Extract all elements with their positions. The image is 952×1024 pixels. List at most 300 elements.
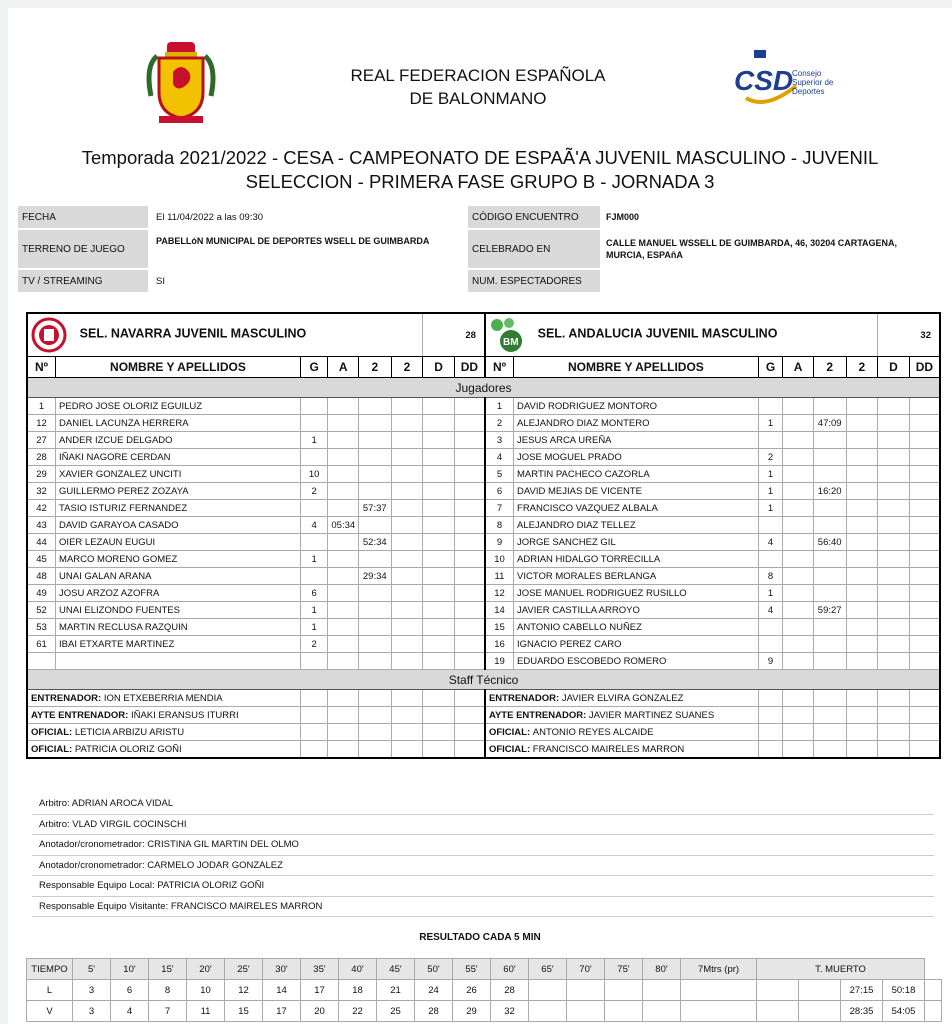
away-staff-mark bbox=[758, 690, 782, 707]
away-player-suspension: 56:40 bbox=[813, 534, 846, 551]
staff-rows bbox=[27, 690, 940, 759]
home-staff-mark bbox=[358, 741, 391, 759]
away-staff-mark bbox=[878, 707, 910, 724]
home-col-dd: DD bbox=[454, 357, 485, 378]
away-col-dd: DD bbox=[909, 357, 940, 378]
away-player-suspension-2 bbox=[846, 636, 878, 653]
home-staff-mark bbox=[423, 707, 455, 724]
home-staff-mark bbox=[358, 707, 391, 724]
home-player-name: UNAI GALAN ARANA bbox=[56, 568, 301, 585]
away-player-warning bbox=[783, 483, 814, 500]
staff-section-row bbox=[27, 670, 940, 690]
results-score-cell bbox=[529, 980, 567, 1001]
results-header-cell: 55' bbox=[453, 959, 491, 980]
terreno-value: PABELLóN MUNICIPAL DE DEPORTES WSELL DE GUIMBARDA bbox=[156, 236, 430, 246]
csd-sub-2: Superior de bbox=[792, 78, 834, 87]
away-player-number: 11 bbox=[485, 568, 514, 585]
home-player-disq bbox=[423, 398, 455, 415]
home-player-disq bbox=[423, 517, 455, 534]
away-staff-mark bbox=[909, 707, 940, 724]
home-player-name: GUILLERMO PEREZ ZOZAYA bbox=[56, 483, 301, 500]
away-player-warning bbox=[783, 585, 814, 602]
away-staff-mark bbox=[783, 707, 814, 724]
home-staff-mark bbox=[391, 724, 423, 741]
away-player-goals: 4 bbox=[758, 602, 782, 619]
home-player-number: 61 bbox=[27, 636, 56, 653]
home-player-suspension bbox=[358, 483, 391, 500]
away-staff-role: AYTE ENTRENADOR: bbox=[488, 709, 589, 721]
home-player-number: 42 bbox=[27, 500, 56, 517]
away-player-suspension bbox=[813, 585, 846, 602]
away-player-name: ANTONIO CABELLO NUÑEZ bbox=[514, 619, 759, 636]
results-header-cell: TIEMPO bbox=[27, 959, 73, 980]
home-staff-mark bbox=[423, 690, 455, 707]
official-line: Arbitro: ADRIAN AROCA VIDAL bbox=[32, 794, 934, 815]
results-score-cell: 20 bbox=[301, 1001, 339, 1022]
home-player-suspension-2 bbox=[391, 449, 423, 466]
results-score-cell bbox=[605, 980, 643, 1001]
home-col-no: Nº bbox=[27, 357, 56, 378]
home-staff-mark bbox=[423, 741, 455, 759]
home-player-name: MARCO MORENO GOMEZ bbox=[56, 551, 301, 568]
results-score-cell: 17 bbox=[263, 1001, 301, 1022]
home-staff-role: OFICIAL: bbox=[31, 726, 75, 738]
home-col-g: G bbox=[300, 357, 328, 378]
home-player-warning bbox=[328, 534, 359, 551]
competition-title bbox=[28, 146, 932, 194]
home-player-suspension bbox=[358, 602, 391, 619]
home-player-name bbox=[56, 653, 301, 670]
home-staff-name: IÑAKI ERANSUS ITURRI bbox=[130, 709, 239, 721]
away-col-d: D bbox=[878, 357, 910, 378]
home-player-disq-report bbox=[454, 619, 485, 636]
results-header-cell: 35' bbox=[301, 959, 339, 980]
home-player-goals: 1 bbox=[300, 602, 328, 619]
results-title: RESULTADO CADA 5 MIN bbox=[419, 932, 541, 943]
away-player-goals: 9 bbox=[758, 653, 782, 670]
away-player-number: 9 bbox=[485, 534, 514, 551]
results-timeout-cell: 28:35 bbox=[841, 1001, 883, 1022]
espectadores-label: NUM. ESPECTADORES bbox=[468, 270, 600, 292]
away-player-suspension bbox=[813, 517, 846, 534]
away-player-suspension bbox=[813, 568, 846, 585]
results-score-cell bbox=[681, 980, 757, 1001]
official-line: Anotador/cronometrador: CRISTINA GIL MARTIN DEL OLMO bbox=[32, 835, 934, 856]
home-player-suspension-2 bbox=[391, 636, 423, 653]
home-staff-name: ION ETXEBERRIA MENDIA bbox=[103, 692, 223, 704]
away-player-disq-report bbox=[909, 415, 940, 432]
home-col-d: D bbox=[423, 357, 455, 378]
away-player-number: 4 bbox=[485, 449, 514, 466]
away-player-warning bbox=[783, 551, 814, 568]
results-header-cell: 70' bbox=[567, 959, 605, 980]
away-staff-mark bbox=[878, 690, 910, 707]
results-table bbox=[26, 958, 942, 1022]
away-staff-mark bbox=[783, 690, 814, 707]
away-player-suspension-2 bbox=[846, 619, 878, 636]
away-player-warning bbox=[783, 517, 814, 534]
results-timeout-cell: 27:15 bbox=[841, 980, 883, 1001]
results-header-cell: 80' bbox=[643, 959, 681, 980]
away-player-warning bbox=[783, 534, 814, 551]
away-player-name: DAVID RODRIGUEZ MONTORO bbox=[514, 398, 759, 415]
away-player-disq-report bbox=[909, 500, 940, 517]
home-player-suspension bbox=[358, 636, 391, 653]
home-staff-role: ENTRENADOR: bbox=[31, 692, 104, 704]
player-row bbox=[27, 415, 940, 432]
away-player-suspension: 16:20 bbox=[813, 483, 846, 500]
home-player-suspension bbox=[358, 619, 391, 636]
home-player-disq-report bbox=[454, 432, 485, 449]
home-player-disq-report bbox=[454, 636, 485, 653]
results-score-cell: 22 bbox=[339, 1001, 377, 1022]
away-team-cell bbox=[485, 313, 878, 357]
away-player-name: JESUS ARCA UREÑA bbox=[514, 432, 759, 449]
results-score-cell: 7 bbox=[149, 1001, 187, 1022]
home-player-suspension-2 bbox=[391, 483, 423, 500]
player-row bbox=[27, 466, 940, 483]
home-staff-cell bbox=[27, 741, 300, 759]
away-col-2a: 2 bbox=[813, 357, 846, 378]
home-player-suspension bbox=[358, 449, 391, 466]
home-staff-cell bbox=[27, 690, 300, 707]
away-player-warning bbox=[783, 653, 814, 670]
home-staff-mark bbox=[358, 690, 391, 707]
player-row bbox=[27, 398, 940, 415]
away-col-name: NOMBRE Y APELLIDOS bbox=[514, 357, 759, 378]
home-player-name: JOSU ARZOZ AZOFRA bbox=[56, 585, 301, 602]
home-player-disq bbox=[423, 466, 455, 483]
home-staff-mark bbox=[328, 741, 359, 759]
home-player-suspension bbox=[358, 398, 391, 415]
home-player-suspension-2 bbox=[391, 653, 423, 670]
away-player-name: IGNACIO PEREZ CARO bbox=[514, 636, 759, 653]
home-player-warning bbox=[328, 483, 359, 500]
codigo-value: FJM000 bbox=[606, 212, 640, 222]
away-player-suspension-2 bbox=[846, 568, 878, 585]
home-player-number: 29 bbox=[27, 466, 56, 483]
away-staff-mark bbox=[813, 707, 846, 724]
results-score-cell bbox=[567, 980, 605, 1001]
home-player-goals bbox=[300, 449, 328, 466]
away-player-disq-report bbox=[909, 432, 940, 449]
away-staff-mark bbox=[909, 724, 940, 741]
results-score-cell bbox=[643, 1001, 681, 1022]
home-player-warning bbox=[328, 398, 359, 415]
home-col-name: NOMBRE Y APELLIDOS bbox=[56, 357, 301, 378]
csd-logo-text: CSD bbox=[734, 65, 794, 96]
players-section-row bbox=[27, 378, 940, 398]
home-player-disq-report bbox=[454, 449, 485, 466]
away-player-disq-report bbox=[909, 568, 940, 585]
away-staff-mark bbox=[758, 724, 782, 741]
home-player-disq bbox=[423, 449, 455, 466]
home-player-suspension bbox=[358, 653, 391, 670]
results-score-cell: 12 bbox=[225, 980, 263, 1001]
player-row bbox=[27, 432, 940, 449]
away-player-warning bbox=[783, 466, 814, 483]
home-player-number: 32 bbox=[27, 483, 56, 500]
away-player-goals bbox=[758, 619, 782, 636]
player-row bbox=[27, 619, 940, 636]
home-player-name: DAVID GARAYOA CASADO bbox=[56, 517, 301, 534]
home-player-name: ANDER IZCUE DELGADO bbox=[56, 432, 301, 449]
away-player-disq bbox=[878, 619, 910, 636]
away-player-disq-report bbox=[909, 636, 940, 653]
away-staff-mark bbox=[846, 741, 878, 759]
home-player-disq bbox=[423, 551, 455, 568]
home-player-goals bbox=[300, 415, 328, 432]
away-staff-mark bbox=[758, 707, 782, 724]
home-player-disq-report bbox=[454, 500, 485, 517]
home-staff-cell bbox=[27, 724, 300, 741]
home-player-suspension-2 bbox=[391, 568, 423, 585]
away-player-goals: 8 bbox=[758, 568, 782, 585]
results-score-cell: 32 bbox=[491, 1001, 529, 1022]
home-player-disq-report bbox=[454, 653, 485, 670]
home-player-suspension-2 bbox=[391, 398, 423, 415]
away-staff-mark bbox=[783, 724, 814, 741]
home-player-suspension-2 bbox=[391, 415, 423, 432]
away-col-a: A bbox=[783, 357, 814, 378]
results-header-cell: 60' bbox=[491, 959, 529, 980]
home-player-goals: 10 bbox=[300, 466, 328, 483]
home-player-suspension-2 bbox=[391, 534, 423, 551]
officials-list bbox=[32, 794, 934, 917]
away-player-name: ALEJANDRO DIAZ TELLEZ bbox=[514, 517, 759, 534]
away-player-number: 12 bbox=[485, 585, 514, 602]
staff-row bbox=[27, 690, 940, 707]
results-timeout-spacer bbox=[925, 980, 942, 1001]
away-player-suspension-2 bbox=[846, 500, 878, 517]
home-staff-mark bbox=[328, 724, 359, 741]
away-player-number: 19 bbox=[485, 653, 514, 670]
home-player-disq bbox=[423, 415, 455, 432]
home-player-suspension bbox=[358, 585, 391, 602]
away-player-suspension-2 bbox=[846, 653, 878, 670]
home-player-warning bbox=[328, 551, 359, 568]
results-timeout-cell: 54:05 bbox=[883, 1001, 925, 1022]
home-player-disq bbox=[423, 534, 455, 551]
away-staff-role: OFICIAL: bbox=[488, 743, 533, 755]
home-player-disq-report bbox=[454, 585, 485, 602]
staff-section-title: Staff Técnico bbox=[27, 670, 940, 690]
away-player-name: ALEJANDRO DIAZ MONTERO bbox=[514, 415, 759, 432]
home-player-goals: 6 bbox=[300, 585, 328, 602]
home-player-suspension bbox=[358, 517, 391, 534]
match-report-page bbox=[8, 8, 952, 1024]
home-player-disq-report bbox=[454, 551, 485, 568]
home-player-number bbox=[27, 653, 56, 670]
home-player-goals: 1 bbox=[300, 619, 328, 636]
player-row bbox=[27, 534, 940, 551]
home-player-goals bbox=[300, 568, 328, 585]
results-score-cell: 24 bbox=[415, 980, 453, 1001]
away-player-number: 10 bbox=[485, 551, 514, 568]
results-header-cell: 15' bbox=[149, 959, 187, 980]
away-player-name: JAVIER CASTILLA ARROYO bbox=[514, 602, 759, 619]
home-player-suspension bbox=[358, 432, 391, 449]
away-player-number: 5 bbox=[485, 466, 514, 483]
home-player-warning bbox=[328, 602, 359, 619]
home-player-disq-report bbox=[454, 517, 485, 534]
results-header-cell: 45' bbox=[377, 959, 415, 980]
results-row-label: V bbox=[27, 1001, 73, 1022]
home-team-name: SEL. NAVARRA JUVENIL MASCULINO bbox=[79, 326, 307, 341]
away-player-suspension-2 bbox=[846, 415, 878, 432]
results-score-cell: 6 bbox=[111, 980, 149, 1001]
home-staff-mark bbox=[300, 724, 328, 741]
home-player-goals: 1 bbox=[300, 432, 328, 449]
home-player-warning: 05:34 bbox=[328, 517, 359, 534]
results-score-cell: 8 bbox=[149, 980, 187, 1001]
away-player-suspension-2 bbox=[846, 398, 878, 415]
results-header-cell: T. MUERTO bbox=[757, 959, 925, 980]
away-team-name: SEL. ANDALUCIA JUVENIL MASCULINO bbox=[537, 326, 778, 341]
away-player-disq bbox=[878, 551, 910, 568]
home-player-warning bbox=[328, 585, 359, 602]
home-player-goals: 2 bbox=[300, 636, 328, 653]
home-player-suspension: 57:37 bbox=[358, 500, 391, 517]
results-timeout-spacer bbox=[799, 980, 841, 1001]
away-player-goals bbox=[758, 432, 782, 449]
results-row-label: L bbox=[27, 980, 73, 1001]
player-row bbox=[27, 551, 940, 568]
away-staff-mark bbox=[909, 690, 940, 707]
away-player-suspension bbox=[813, 500, 846, 517]
federation-title bbox=[298, 64, 658, 110]
home-player-name: OIER LEZAUN EUGUI bbox=[56, 534, 301, 551]
home-player-warning bbox=[328, 653, 359, 670]
away-player-disq bbox=[878, 432, 910, 449]
celebrado-value: CALLE MANUEL WSSELL DE GUIMBARDA, 46, 30204 CARTAGENA, MURCIA, ESPAñA bbox=[606, 238, 898, 260]
away-player-number: 2 bbox=[485, 415, 514, 432]
home-staff-mark bbox=[454, 707, 485, 724]
home-staff-mark bbox=[328, 707, 359, 724]
home-player-disq bbox=[423, 636, 455, 653]
results-timeout-spacer bbox=[925, 1001, 942, 1022]
home-player-name: MARTIN RECLUSA RAZQUIN bbox=[56, 619, 301, 636]
away-staff-role: OFICIAL: bbox=[488, 726, 533, 738]
home-team-crest-icon bbox=[31, 317, 67, 353]
home-staff-role: OFICIAL: bbox=[31, 743, 75, 755]
away-staff-mark bbox=[846, 707, 878, 724]
away-player-goals bbox=[758, 551, 782, 568]
home-staff-mark bbox=[328, 690, 359, 707]
away-staff-mark bbox=[813, 724, 846, 741]
results-header-cell: 25' bbox=[225, 959, 263, 980]
away-player-number: 7 bbox=[485, 500, 514, 517]
home-player-disq bbox=[423, 500, 455, 517]
away-player-suspension bbox=[813, 619, 846, 636]
away-player-name: FRANCISCO VAZQUEZ ALBALA bbox=[514, 500, 759, 517]
results-score-cell: 21 bbox=[377, 980, 415, 1001]
home-player-name: DANIEL LACUNZA HERRERA bbox=[56, 415, 301, 432]
home-player-warning bbox=[328, 415, 359, 432]
home-staff-mark bbox=[454, 741, 485, 759]
home-player-goals: 1 bbox=[300, 551, 328, 568]
away-player-disq-report bbox=[909, 449, 940, 466]
away-col-2b: 2 bbox=[846, 357, 878, 378]
away-player-disq-report bbox=[909, 619, 940, 636]
results-score-cell bbox=[567, 1001, 605, 1022]
away-player-disq bbox=[878, 602, 910, 619]
home-player-warning bbox=[328, 619, 359, 636]
staff-row bbox=[27, 741, 940, 759]
results-score-cell: 26 bbox=[453, 980, 491, 1001]
csd-sub-1: Consejo bbox=[792, 69, 822, 78]
home-player-number: 48 bbox=[27, 568, 56, 585]
away-player-goals: 1 bbox=[758, 483, 782, 500]
home-team-score: 28 bbox=[423, 313, 485, 357]
results-score-cell: 17 bbox=[301, 980, 339, 1001]
away-player-name: ADRIAN HIDALGO TORRECILLA bbox=[514, 551, 759, 568]
away-player-disq-report bbox=[909, 534, 940, 551]
away-player-number: 8 bbox=[485, 517, 514, 534]
away-player-suspension: 59:27 bbox=[813, 602, 846, 619]
away-player-goals: 1 bbox=[758, 415, 782, 432]
away-staff-mark bbox=[783, 741, 814, 759]
away-player-disq bbox=[878, 534, 910, 551]
away-player-number: 3 bbox=[485, 432, 514, 449]
results-score-cell: 11 bbox=[187, 1001, 225, 1022]
results-score-cell bbox=[681, 1001, 757, 1022]
csd-logo-icon bbox=[726, 48, 846, 118]
away-player-goals: 1 bbox=[758, 500, 782, 517]
away-player-disq bbox=[878, 415, 910, 432]
player-rows bbox=[27, 398, 940, 670]
results-header-cell: 5' bbox=[73, 959, 111, 980]
away-player-number: 1 bbox=[485, 398, 514, 415]
results-score-cell: 28 bbox=[491, 980, 529, 1001]
away-col-no: Nº bbox=[485, 357, 514, 378]
home-player-suspension bbox=[358, 415, 391, 432]
away-player-warning bbox=[783, 602, 814, 619]
results-score-cell: 25 bbox=[377, 1001, 415, 1022]
home-player-number: 49 bbox=[27, 585, 56, 602]
away-player-warning bbox=[783, 449, 814, 466]
home-player-suspension bbox=[358, 466, 391, 483]
home-staff-name: PATRICIA OLORIZ GOÑI bbox=[74, 743, 182, 755]
fecha-value: El 11/04/2022 a las 09:30 bbox=[156, 211, 264, 223]
away-player-disq bbox=[878, 449, 910, 466]
home-player-disq-report bbox=[454, 568, 485, 585]
away-player-goals bbox=[758, 517, 782, 534]
home-player-warning bbox=[328, 449, 359, 466]
away-player-goals bbox=[758, 636, 782, 653]
results-score-cell: 3 bbox=[73, 980, 111, 1001]
staff-row bbox=[27, 724, 940, 741]
results-header-cell: 10' bbox=[111, 959, 149, 980]
results-header-row bbox=[27, 959, 942, 980]
results-score-cell: 15 bbox=[225, 1001, 263, 1022]
home-player-suspension-2 bbox=[391, 585, 423, 602]
roster-table bbox=[26, 312, 941, 759]
results-score-cell: 3 bbox=[73, 1001, 111, 1022]
player-row bbox=[27, 568, 940, 585]
official-line: Anotador/cronometrador: CARMELO JODAR GONZALEZ bbox=[32, 856, 934, 877]
home-player-suspension-2 bbox=[391, 500, 423, 517]
player-row bbox=[27, 602, 940, 619]
away-col-g: G bbox=[758, 357, 782, 378]
home-player-disq bbox=[423, 568, 455, 585]
competition-line-2: SELECCION - PRIMERA FASE GRUPO B - JORNADA 3 bbox=[245, 171, 715, 192]
away-team-crest-icon bbox=[489, 317, 525, 353]
results-header-cell: 7Mtrs (pr) bbox=[681, 959, 757, 980]
away-player-disq bbox=[878, 653, 910, 670]
home-player-number: 45 bbox=[27, 551, 56, 568]
away-player-disq-report bbox=[909, 602, 940, 619]
